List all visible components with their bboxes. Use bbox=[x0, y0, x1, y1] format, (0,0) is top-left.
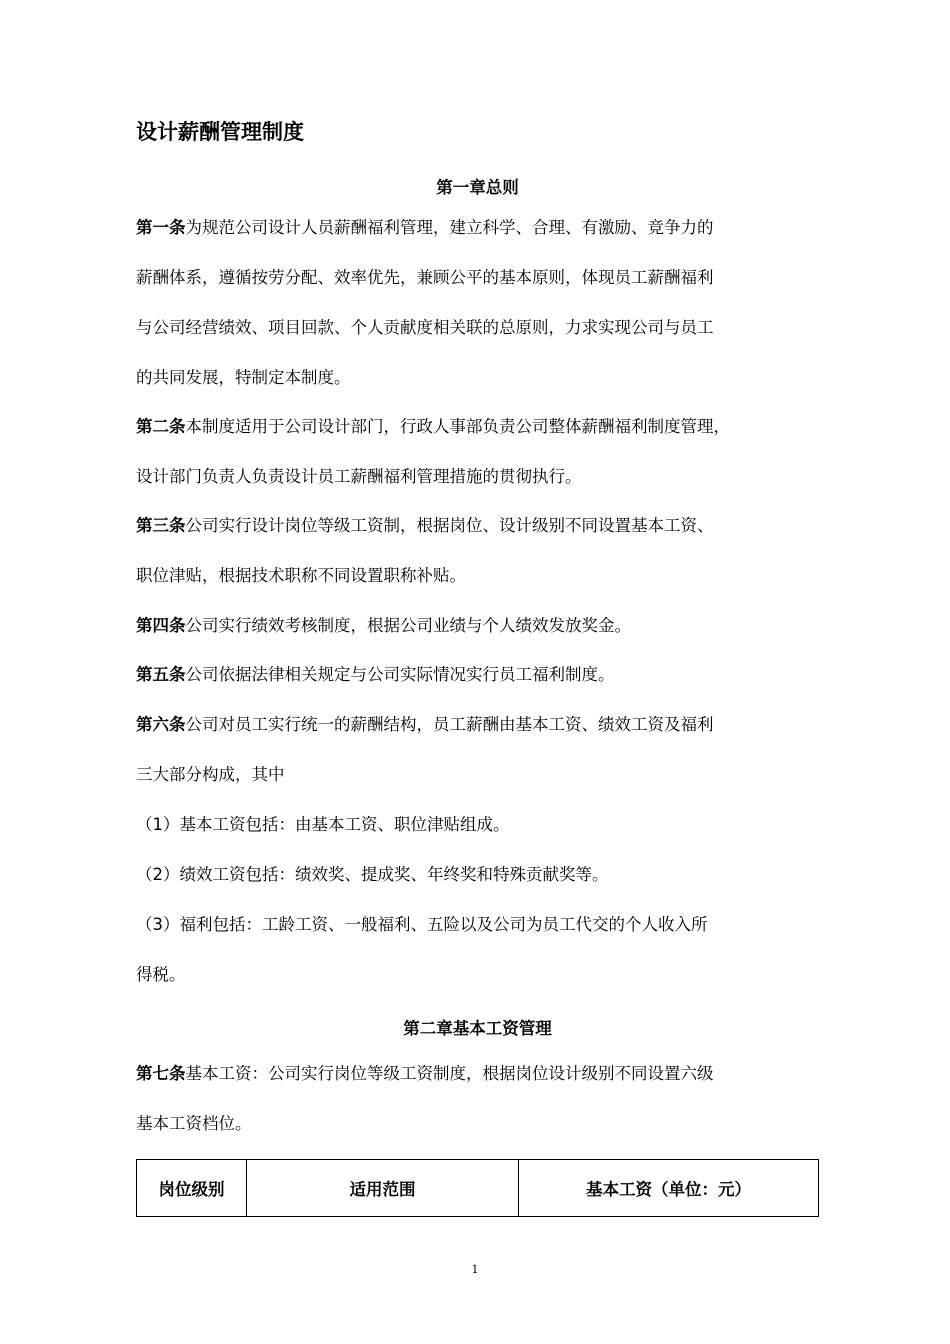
header-level: 岗位级别 bbox=[137, 1160, 247, 1217]
article-2-line-1: 本制度适用于公司设计部门，行政人事部负责公司整体薪酬福利制度管理， bbox=[185, 417, 730, 436]
article-6-item-2: （2）绩效工资包括：绩效奖、提成奖、年终奖和特殊贡献奖等。 bbox=[136, 865, 609, 884]
article-1-line-2: 薪酬体系，遵循按劳分配、效率优先，兼顾公平的基本原则，体现员工薪酬福利 bbox=[136, 268, 714, 287]
article-3-line-2: 职位津贴，根据技术职称不同设置职称补贴。 bbox=[136, 566, 466, 585]
article-4-lead: 第四条 bbox=[136, 616, 186, 635]
article-4 bbox=[136, 601, 826, 651]
article-6-line-1: 公司对员工实行统一的薪酬结构，员工薪酬由基本工资、绩效工资及福利 bbox=[185, 715, 714, 734]
salary-level-table bbox=[136, 1159, 819, 1217]
article-7-line-2: 基本工资档位。 bbox=[136, 1114, 252, 1133]
article-6-lead: 第六条 bbox=[136, 715, 186, 734]
chapter-1-heading: 第一章总则 bbox=[436, 178, 519, 197]
document-title: 设计薪酬管理制度 bbox=[136, 120, 304, 144]
article-1-line-1: 为规范公司设计人员薪酬福利管理，建立科学、合理、有激励、竞争力的 bbox=[185, 218, 714, 237]
article-6-item-3-line-2: 得税。 bbox=[136, 965, 186, 984]
article-2-lead: 第二条 bbox=[136, 417, 186, 436]
article-1 bbox=[136, 203, 826, 403]
article-4-line-1: 公司实行绩效考核制度，根据公司业绩与个人绩效发放奖金。 bbox=[185, 616, 631, 635]
article-2-line-2: 设计部门负责人负责设计员工薪酬福利管理措施的贯彻执行。 bbox=[136, 467, 582, 486]
article-6-item-3-line-1: （3）福利包括：工龄工资、一般福利、五险以及公司为员工代交的个人收入所 bbox=[136, 915, 708, 934]
article-5 bbox=[136, 650, 826, 700]
article-7-lead: 第七条 bbox=[136, 1064, 186, 1083]
article-1-line-3: 与公司经营绩效、项目回款、个人贡献度相关联的总原则，力求实现公司与员工 bbox=[136, 318, 714, 337]
article-2 bbox=[136, 402, 826, 502]
page-number: 1 bbox=[471, 1263, 479, 1276]
article-3-line-1: 公司实行设计岗位等级工资制，根据岗位、设计级别不同设置基本工资、 bbox=[185, 516, 714, 535]
table-header-row bbox=[137, 1160, 819, 1217]
article-6-line-2: 三大部分构成，其中 bbox=[136, 765, 285, 784]
chapter-2-heading: 第二章基本工资管理 bbox=[403, 1019, 552, 1038]
article-6 bbox=[136, 700, 826, 1000]
article-6-item-1: （1）基本工资包括：由基本工资、职位津贴组成。 bbox=[136, 815, 510, 834]
article-1-lead: 第一条 bbox=[136, 218, 186, 237]
article-5-lead: 第五条 bbox=[136, 665, 186, 684]
article-7-line-1: 基本工资：公司实行岗位等级工资制度，根据岗位设计级别不同设置六级 bbox=[185, 1064, 714, 1083]
article-5-line-1: 公司依据法律相关规定与公司实际情况实行员工福利制度。 bbox=[185, 665, 615, 684]
article-1-line-4: 的共同发展，特制定本制度。 bbox=[136, 368, 351, 387]
header-scope: 适用范围 bbox=[247, 1160, 519, 1217]
article-3 bbox=[136, 501, 826, 601]
header-base-salary: 基本工资（单位：元） bbox=[519, 1160, 819, 1217]
article-7 bbox=[136, 1049, 826, 1149]
article-3-lead: 第三条 bbox=[136, 516, 186, 535]
